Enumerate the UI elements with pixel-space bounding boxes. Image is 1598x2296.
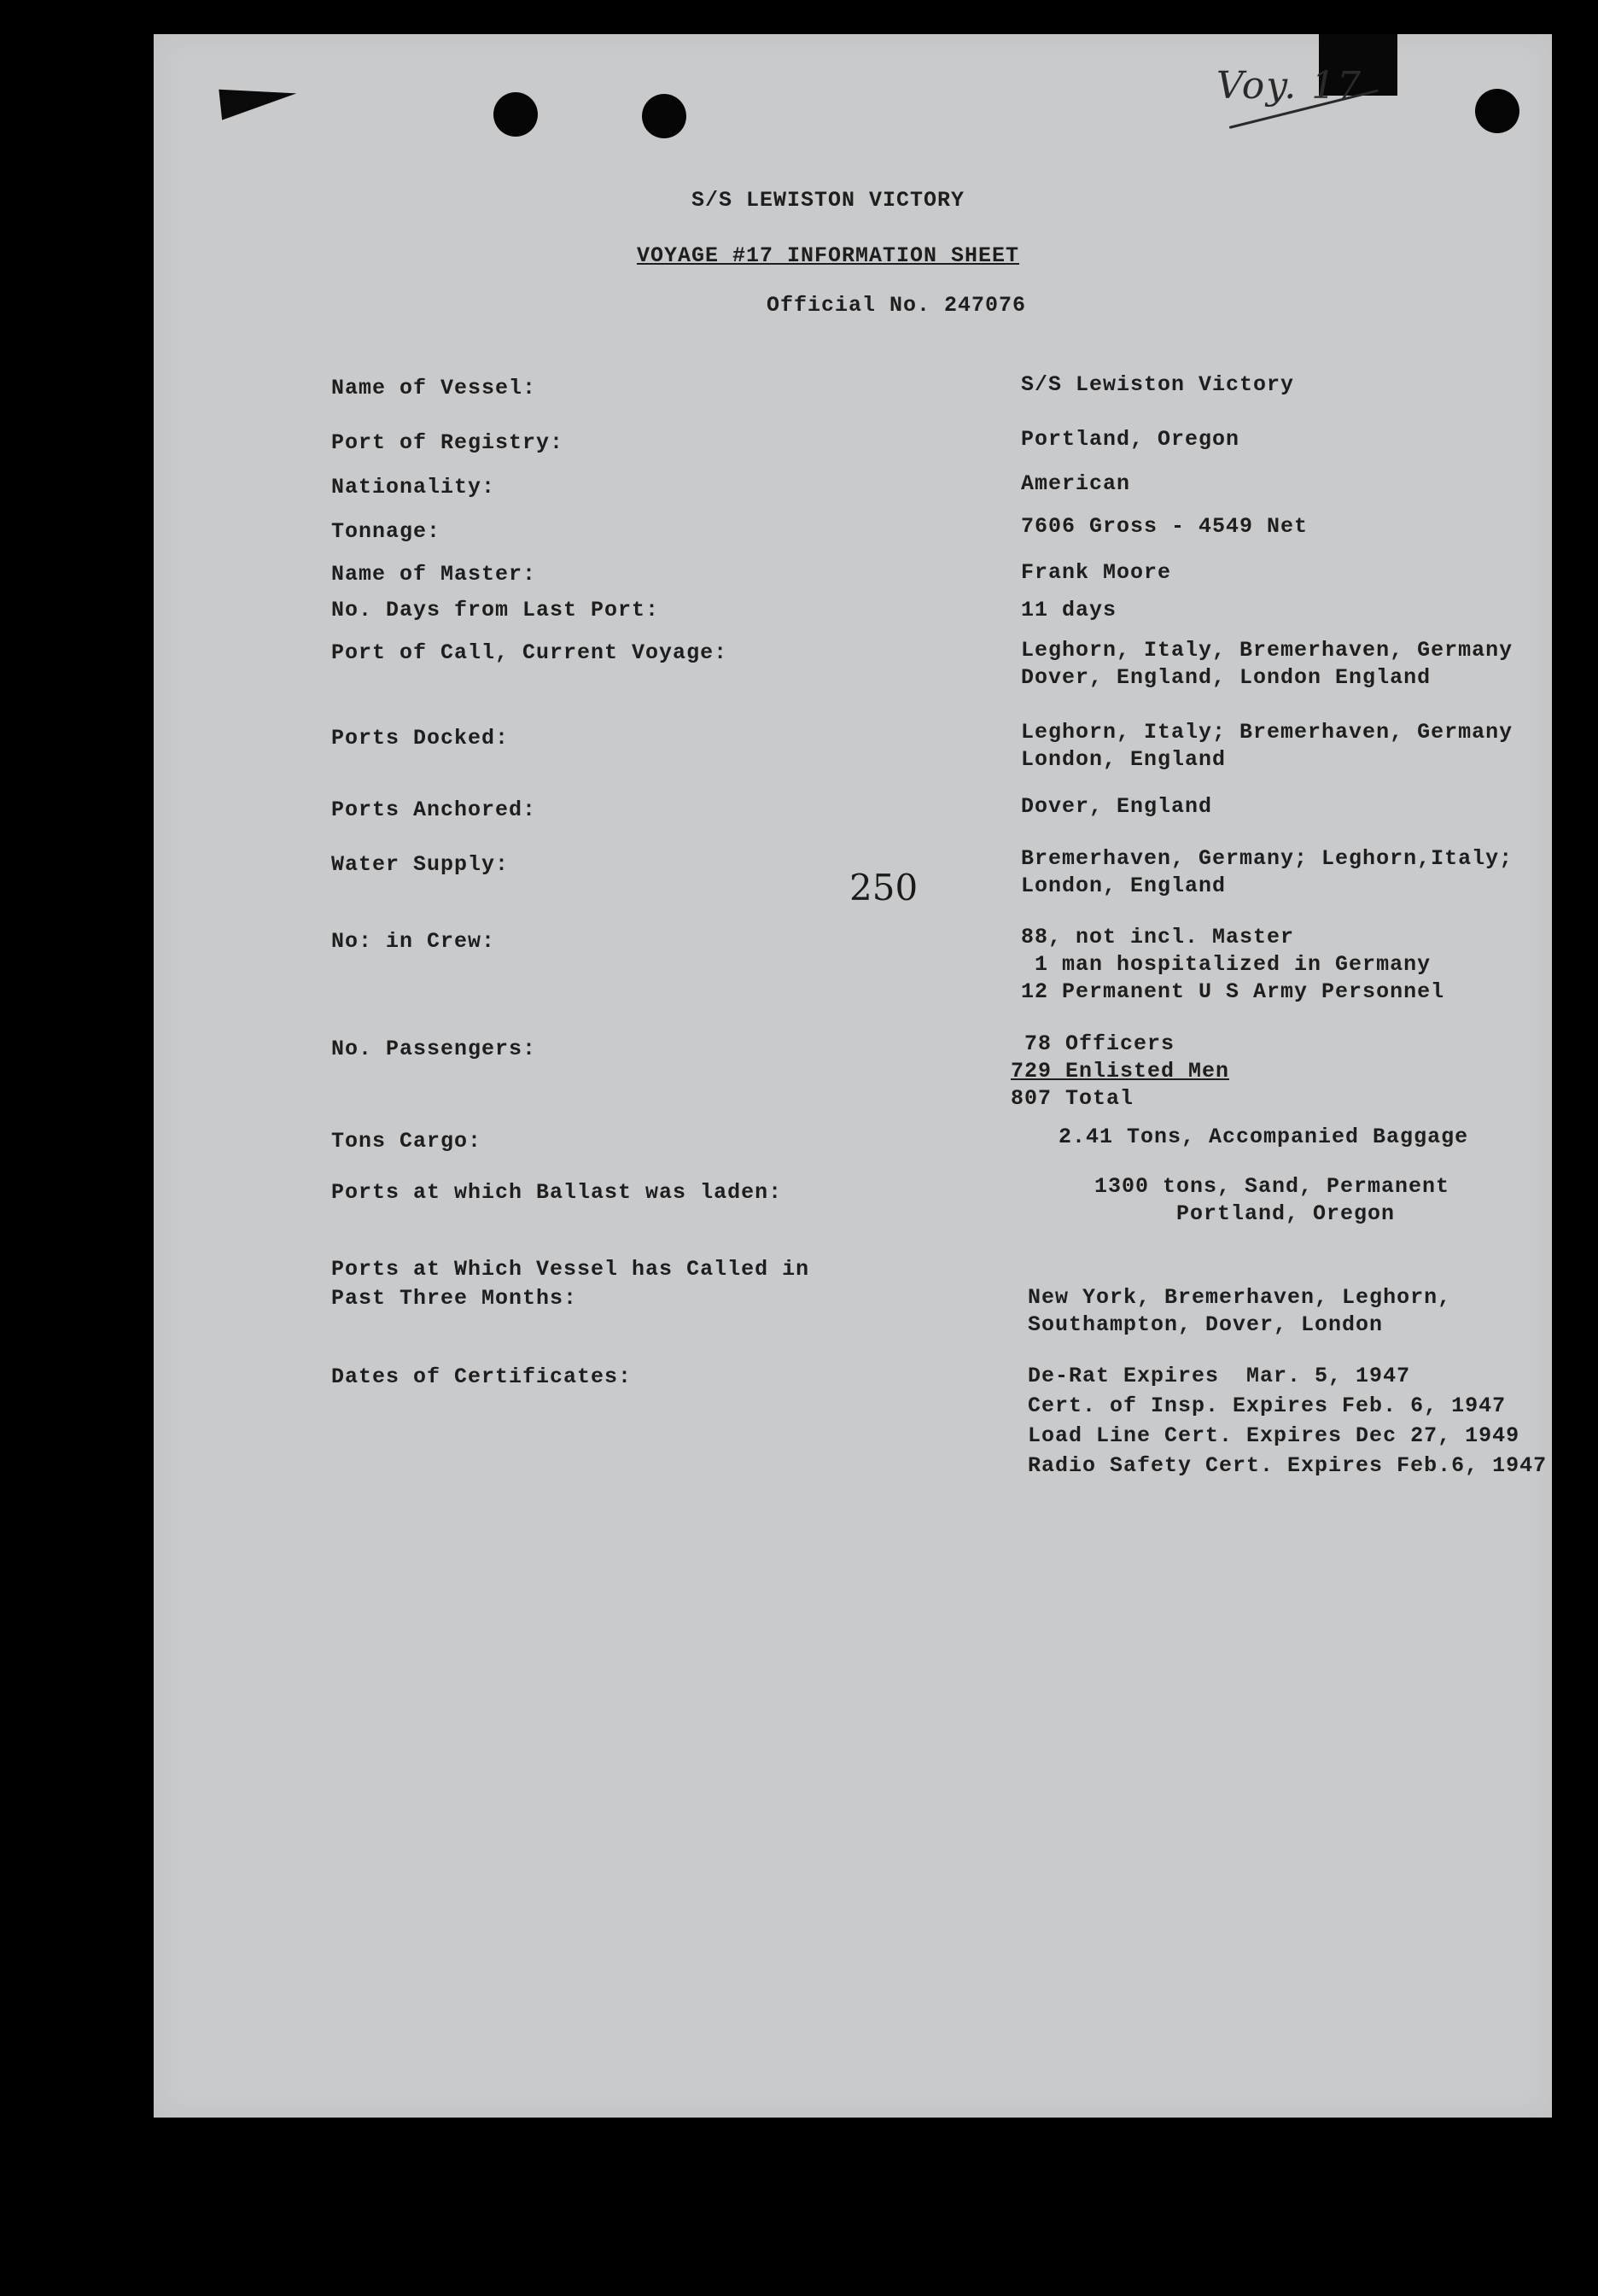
field-label: Ports at which Ballast was laden: bbox=[331, 1180, 783, 1205]
field-value: Portland, Oregon bbox=[1021, 427, 1240, 452]
field-value: New York, Bremerhaven, Leghorn, Southampton, Dover, London bbox=[1028, 1285, 1452, 1337]
field-label: Port of Registry: bbox=[331, 430, 564, 455]
ship-heading: S/S LEWISTON VICTORY bbox=[691, 188, 965, 213]
field-value: 78 Officers 729 Enlisted Men 807 Total bbox=[1011, 1031, 1230, 1111]
stamp-number: 250 bbox=[849, 867, 919, 908]
punch-hole bbox=[493, 92, 538, 137]
field-label: Tons Cargo: bbox=[331, 1129, 482, 1154]
official-number: Official No. 247076 bbox=[766, 293, 1027, 318]
field-value: Leghorn, Italy; Bremerhaven, Germany London, England bbox=[1021, 720, 1513, 772]
field-label: Name of Vessel: bbox=[331, 376, 537, 400]
document-page bbox=[154, 34, 1552, 2118]
field-label: Name of Master: bbox=[331, 562, 537, 587]
field-label: No: in Crew: bbox=[331, 929, 496, 954]
field-label: Ports Anchored: bbox=[331, 797, 537, 822]
field-label: Tonnage: bbox=[331, 519, 441, 544]
punch-hole bbox=[642, 94, 686, 138]
field-value: 2.41 Tons, Accompanied Baggage bbox=[1059, 1125, 1469, 1149]
handwritten-voyage-note: Voy. 17 bbox=[1216, 64, 1363, 108]
field-value: S/S Lewiston Victory bbox=[1021, 372, 1295, 397]
field-value: 88, not incl. Master 1 man hospitalized in Germany 12 Permanent U S Army Personnel bbox=[1021, 925, 1445, 1004]
field-label: Ports at Which Vessel has Called in Past Three Months: bbox=[331, 1257, 810, 1311]
field-value: 11 days bbox=[1021, 598, 1117, 622]
punch-hole bbox=[1475, 89, 1519, 133]
field-value: De-Rat Expires Mar. 5, 1947 Cert. of Insp. Expires Feb. 6, 1947 Load Line Cert. Expires Dec 27, 1949 Radio Safety Cert. Expires Feb.6, 1947 bbox=[1028, 1364, 1548, 1478]
field-value: American bbox=[1021, 471, 1131, 496]
field-label: Port of Call, Current Voyage: bbox=[331, 640, 728, 665]
field-label: No. Days from Last Port: bbox=[331, 598, 660, 622]
field-value: Dover, England bbox=[1021, 794, 1213, 819]
field-value: 1300 tons, Sand, Permanent Portland, Oregon bbox=[1094, 1174, 1450, 1226]
sheet-title: VOYAGE #17 INFORMATION SHEET bbox=[636, 243, 1020, 268]
field-label: Ports Docked: bbox=[331, 726, 510, 751]
field-value: Frank Moore bbox=[1021, 560, 1172, 585]
field-value: 7606 Gross - 4549 Net bbox=[1021, 514, 1309, 539]
field-value: Leghorn, Italy, Bremerhaven, Germany Dover, England, London England bbox=[1021, 638, 1513, 690]
field-label: Dates of Certificates: bbox=[331, 1364, 633, 1389]
field-label: Nationality: bbox=[331, 475, 496, 500]
field-value: Bremerhaven, Germany; Leghorn,Italy; London, England bbox=[1021, 846, 1513, 898]
field-label: No. Passengers: bbox=[331, 1037, 537, 1061]
field-label: Water Supply: bbox=[331, 852, 510, 877]
